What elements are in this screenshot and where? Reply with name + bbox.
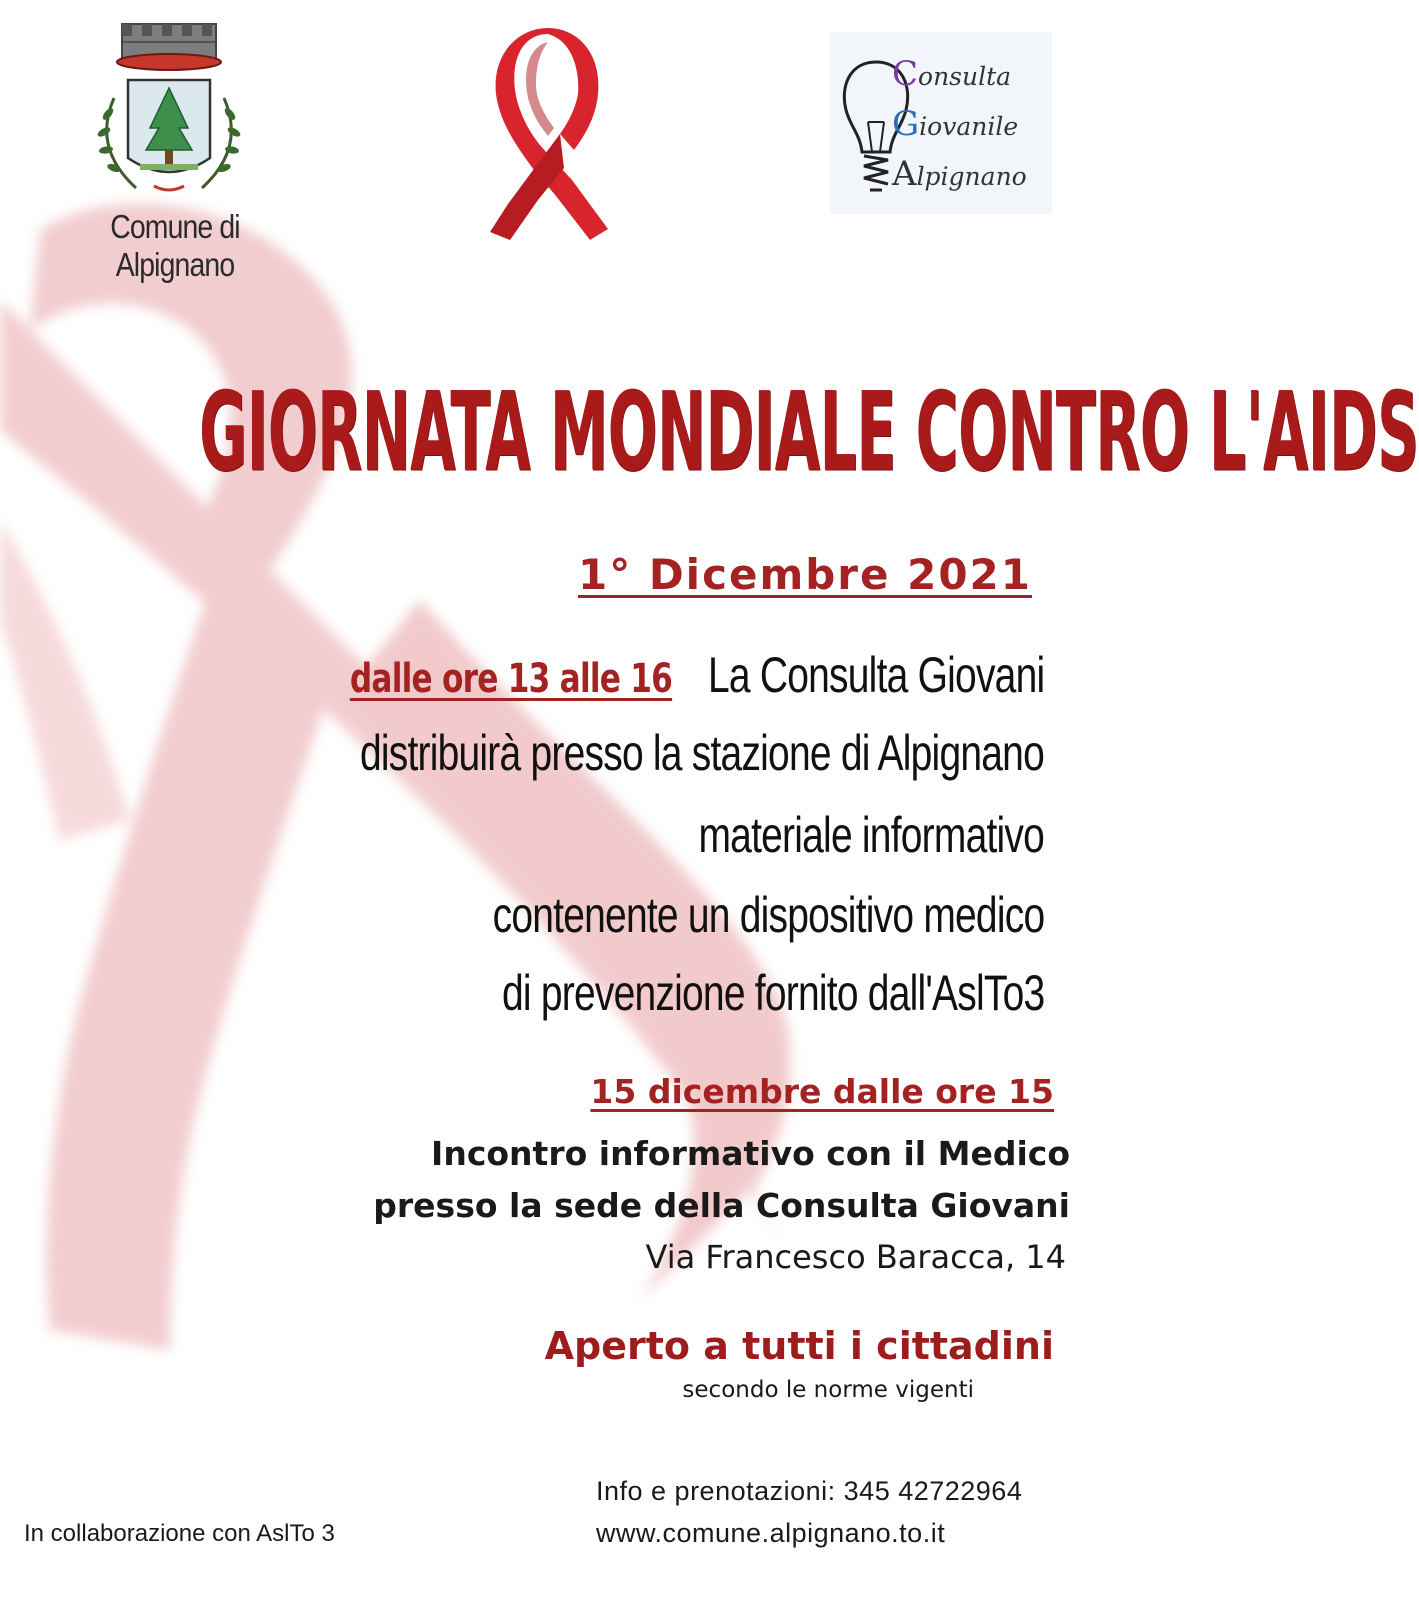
website-link[interactable]: www.comune.alpignano.to.it bbox=[596, 1518, 946, 1548]
open-headline: Aperto a tutti i cittadini bbox=[544, 1324, 1054, 1368]
event2-address: Via Francesco Baracca, 14 bbox=[645, 1238, 1066, 1276]
aids-awareness-ribbon-icon bbox=[478, 24, 618, 242]
alpignano-word: Alpignano bbox=[892, 154, 1027, 194]
event1-text-line: La Consulta Giovani bbox=[707, 647, 1044, 703]
event2-date: 15 dicembre dalle ore 15 bbox=[590, 1072, 1054, 1111]
open-note: secondo le norme vigenti bbox=[682, 1377, 974, 1403]
page-title: GIORNATA MONDIALE CONTRO L'AIDS bbox=[199, 368, 1419, 496]
event1-date: 1° Dicembre 2021 bbox=[577, 550, 1032, 599]
consulta-word: Consulta bbox=[892, 54, 1012, 94]
event1-text-line: materiale informativo bbox=[698, 807, 1044, 863]
event2-text-line: presso la sede della Consulta Giovani bbox=[373, 1186, 1070, 1225]
collaboration-note: In collaborazione con AslTo 3 bbox=[24, 1520, 335, 1547]
coat-of-arms-icon bbox=[84, 18, 264, 208]
event1-time: dalle ore 13 alle 16 bbox=[349, 656, 672, 702]
consulta-giovanile-logo bbox=[830, 32, 1052, 214]
event1-text-line: contenente un dispositivo medico bbox=[492, 887, 1044, 943]
comune-label: Comune di Alpignano bbox=[110, 208, 240, 283]
event1-text-line: di prevenzione fornito dall'AslTo3 bbox=[501, 965, 1044, 1021]
giovanile-word: Giovanile bbox=[892, 104, 1019, 144]
event1-text-line: distribuirà presso la stazione di Alpignano bbox=[359, 725, 1044, 781]
info-phone: Info e prenotazioni: 345 42722964 bbox=[596, 1476, 1023, 1506]
event1-line-1 bbox=[350, 646, 1044, 704]
event2-text-line: Incontro informativo con il Medico bbox=[431, 1134, 1070, 1173]
